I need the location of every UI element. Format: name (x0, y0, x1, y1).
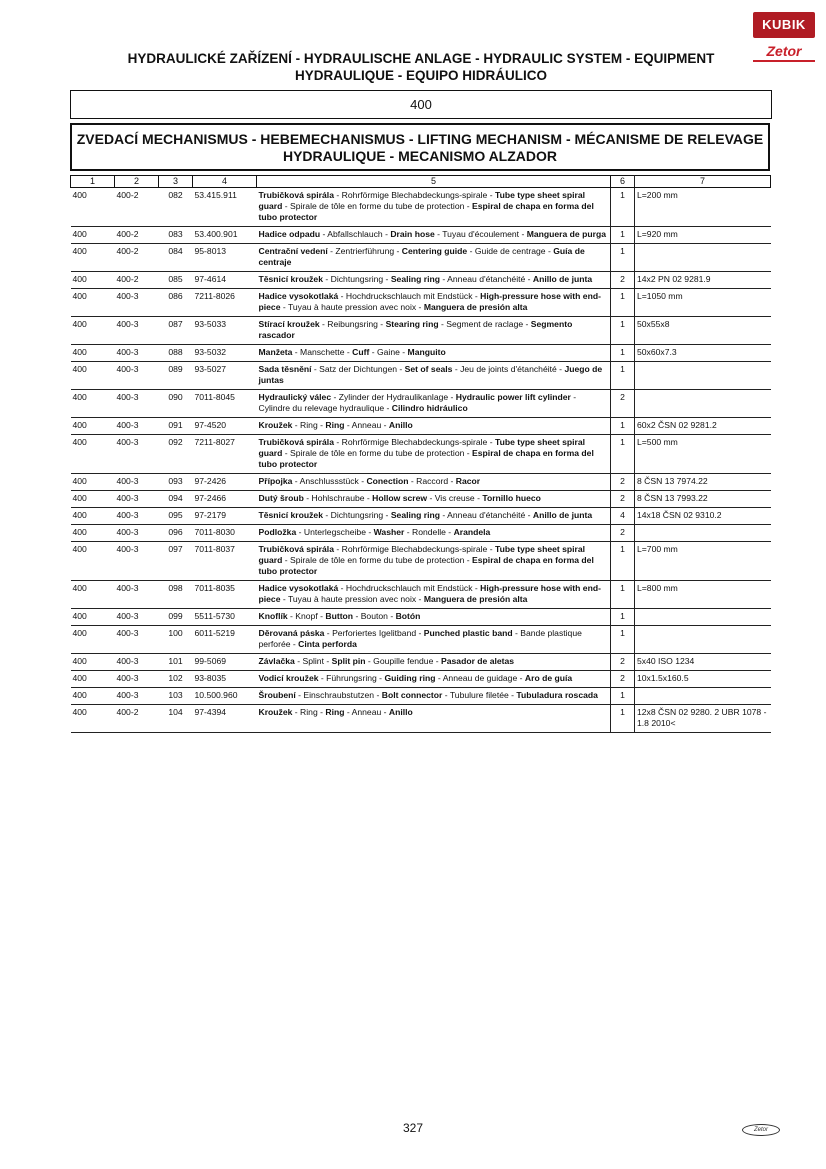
cell-c5: Hydraulický válec - Zylinder der Hydraulikanlage - Hydraulic power lift cylinder - Cylindre du relevage hydraulique - Cilindro hidráulico (257, 390, 611, 418)
cell-c2: 400-3 (115, 542, 159, 581)
section-number: 400 (70, 90, 772, 119)
cell-c7: 14x2 PN 02 9281.9 (635, 272, 771, 289)
cell-c5: Závlačka - Splint - Split pin - Goupille fendue - Pasador de aletas (257, 654, 611, 671)
cell-c4: 10.500.960 (193, 688, 257, 705)
cell-c7 (635, 688, 771, 705)
cell-c4: 5511-5730 (193, 609, 257, 626)
cell-c2: 400-3 (115, 525, 159, 542)
cell-c6: 1 (611, 688, 635, 705)
cell-c1: 400 (71, 435, 115, 474)
footer-zetor-logo: Zetor (742, 1124, 780, 1136)
section-subtitle-line2: HYDRAULIQUE - MECANISMO ALZADOR (282, 148, 558, 164)
cell-c4: 7011-8037 (193, 542, 257, 581)
cell-c1: 400 (71, 671, 115, 688)
cell-c7: L=920 mm (635, 227, 771, 244)
cell-c5: Hadice vysokotlaká - Hochdruckschlauch mit Endstück - High-pressure hose with end-piece - Tuyau à haute pression avec noix - Manguera de presión alta (257, 581, 611, 609)
cell-c4: 7011-8045 (193, 390, 257, 418)
cell-c4: 7211-8026 (193, 289, 257, 317)
table-row (71, 345, 771, 362)
cell-c2: 400-3 (115, 390, 159, 418)
column-header: 6 (611, 176, 635, 188)
cell-c1: 400 (71, 317, 115, 345)
cell-c2: 400-3 (115, 317, 159, 345)
cell-c6: 1 (611, 317, 635, 345)
cell-c4: 53.415.911 (193, 188, 257, 227)
cell-c6: 2 (611, 671, 635, 688)
cell-c1: 400 (71, 626, 115, 654)
cell-c3: 102 (159, 671, 193, 688)
cell-c2: 400-2 (115, 227, 159, 244)
cell-c5: Knoflík - Knopf - Button - Bouton - Botón (257, 609, 611, 626)
cell-c5: Kroužek - Ring - Ring - Anneau - Anillo (257, 705, 611, 733)
cell-c5: Sada těsnění - Satz der Dichtungen - Set of seals - Jeu de joints d'étanchéité - Juego de juntas (257, 362, 611, 390)
cell-c3: 082 (159, 188, 193, 227)
cell-c2: 400-3 (115, 362, 159, 390)
cell-c3: 091 (159, 418, 193, 435)
cell-c1: 400 (71, 188, 115, 227)
column-header: 3 (159, 176, 193, 188)
cell-c3: 084 (159, 244, 193, 272)
cell-c4: 97-2466 (193, 491, 257, 508)
cell-c7: 50x55x8 (635, 317, 771, 345)
cell-c4: 7011-8035 (193, 581, 257, 609)
cell-c5: Hadice vysokotlaká - Hochdruckschlauch mit Endstück - High-pressure hose with end-piece - Tuyau à haute pression avec noix - Manguera de presión alta (257, 289, 611, 317)
cell-c6: 2 (611, 525, 635, 542)
cell-c4: 97-2426 (193, 474, 257, 491)
cell-c7 (635, 626, 771, 654)
kubik-logo-text: KUBIK (753, 12, 815, 38)
cell-c6: 2 (611, 474, 635, 491)
column-header: 2 (115, 176, 159, 188)
cell-c2: 400-3 (115, 671, 159, 688)
cell-c2: 400-3 (115, 474, 159, 491)
cell-c4: 99-5069 (193, 654, 257, 671)
cell-c3: 090 (159, 390, 193, 418)
table-row (71, 272, 771, 289)
cell-c5: Trubičková spirála - Rohrförmige Blechabdeckungs-spirale - Tube type sheet spiral guard - Spirale de tôle en forme du tube de protection - Espiral de chapa en forma del tubo protector (257, 542, 611, 581)
cell-c2: 400-3 (115, 491, 159, 508)
cell-c6: 1 (611, 435, 635, 474)
table-row (71, 581, 771, 609)
table-row (71, 626, 771, 654)
cell-c7: 12x8 ČSN 02 9280. 2 UBR 1078 - 1.8 2010< (635, 705, 771, 733)
cell-c7: 60x2 ČSN 02 9281.2 (635, 418, 771, 435)
cell-c7: 5x40 ISO 1234 (635, 654, 771, 671)
cell-c4: 93-5027 (193, 362, 257, 390)
cell-c4: 93-5033 (193, 317, 257, 345)
cell-c5: Dutý šroub - Hohlschraube - Hollow screw - Vis creuse - Tornillo hueco (257, 491, 611, 508)
page-title-line2: HYDRAULIQUE - EQUIPO HIDRÁULICO (294, 68, 547, 83)
table-row (71, 654, 771, 671)
cell-c7: L=200 mm (635, 188, 771, 227)
table-row (71, 609, 771, 626)
cell-c1: 400 (71, 609, 115, 626)
cell-c6: 1 (611, 345, 635, 362)
cell-c5: Děrovaná páska - Perforiertes Igelitband - Punched plastic band - Bande plastique perforée - Cinta perforda (257, 626, 611, 654)
table-row (71, 705, 771, 733)
cell-c2: 400-3 (115, 688, 159, 705)
cell-c7: 10x1.5x160.5 (635, 671, 771, 688)
cell-c6: 1 (611, 705, 635, 733)
cell-c4: 97-4394 (193, 705, 257, 733)
cell-c2: 400-3 (115, 289, 159, 317)
table-row (71, 491, 771, 508)
cell-c1: 400 (71, 491, 115, 508)
cell-c6: 4 (611, 508, 635, 525)
column-header: 1 (71, 176, 115, 188)
cell-c4: 7211-8027 (193, 435, 257, 474)
cell-c6: 2 (611, 654, 635, 671)
table-row (71, 390, 771, 418)
table-row (71, 508, 771, 525)
cell-c7 (635, 390, 771, 418)
cell-c7: 14x18 ČSN 02 9310.2 (635, 508, 771, 525)
cell-c5: Stírací kroužek - Reibungsring - Stearing ring - Segment de raclage - Segmento rascador (257, 317, 611, 345)
cell-c3: 086 (159, 289, 193, 317)
parts-table (70, 175, 771, 733)
cell-c3: 087 (159, 317, 193, 345)
cell-c5: Trubičková spirála - Rohrförmige Blechabdeckungs-spirale - Tube type sheet spiral guard - Spirale de tôle en forme du tube de protection - Espiral de chapa en forma del tubo protector (257, 435, 611, 474)
cell-c1: 400 (71, 654, 115, 671)
cell-c7 (635, 244, 771, 272)
cell-c4: 93-5032 (193, 345, 257, 362)
cell-c4: 7011-8030 (193, 525, 257, 542)
table-header-row (71, 176, 771, 188)
table-row (71, 418, 771, 435)
column-header: 4 (193, 176, 257, 188)
cell-c6: 2 (611, 491, 635, 508)
cell-c3: 098 (159, 581, 193, 609)
cell-c4: 6011-5219 (193, 626, 257, 654)
cell-c2: 400-3 (115, 345, 159, 362)
cell-c3: 099 (159, 609, 193, 626)
section-subtitle (70, 123, 770, 171)
table-row (71, 317, 771, 345)
cell-c7: 8 ČSN 13 7993.22 (635, 491, 771, 508)
cell-c3: 083 (159, 227, 193, 244)
cell-c1: 400 (71, 289, 115, 317)
table-row (71, 542, 771, 581)
cell-c2: 400-3 (115, 626, 159, 654)
cell-c1: 400 (71, 390, 115, 418)
cell-c2: 400-2 (115, 705, 159, 733)
page-title (70, 50, 772, 84)
cell-c3: 093 (159, 474, 193, 491)
cell-c6: 1 (611, 227, 635, 244)
table-row (71, 289, 771, 317)
column-header: 7 (635, 176, 771, 188)
cell-c2: 400-3 (115, 609, 159, 626)
cell-c7: 50x60x7.3 (635, 345, 771, 362)
cell-c5: Přípojka - Anschlussstück - Conection - Raccord - Racor (257, 474, 611, 491)
cell-c7: L=800 mm (635, 581, 771, 609)
zetor-logo-text: Zetor (753, 42, 815, 62)
cell-c5: Hadice odpadu - Abfallschlauch - Drain hose - Tuyau d'écoulement - Manguera de purga (257, 227, 611, 244)
table-row (71, 671, 771, 688)
table-row (71, 688, 771, 705)
cell-c7: L=1050 mm (635, 289, 771, 317)
cell-c3: 088 (159, 345, 193, 362)
cell-c3: 101 (159, 654, 193, 671)
section-subtitle-line1: ZVEDACÍ MECHANISMUS - HEBEMECHANISMUS - LIFTING MECHANISM - MÉCANISME DE RELEVAGE (76, 131, 764, 147)
cell-c1: 400 (71, 244, 115, 272)
cell-c6: 2 (611, 272, 635, 289)
cell-c2: 400-2 (115, 188, 159, 227)
cell-c5: Trubičková spirála - Rohrförmige Blechabdeckungs-spirale - Tube type sheet spiral guard - Spirale de tôle en forme du tube de protection - Espiral de chapa en forma del tubo protector (257, 188, 611, 227)
cell-c1: 400 (71, 227, 115, 244)
cell-c5: Vodicí kroužek - Führungsring - Guiding ring - Anneau de guidage - Aro de guía (257, 671, 611, 688)
cell-c4: 97-4614 (193, 272, 257, 289)
cell-c1: 400 (71, 542, 115, 581)
page-title-line1: HYDRAULICKÉ ZAŘÍZENÍ - HYDRAULISCHE ANLAGE - HYDRAULIC SYSTEM - EQUIPMENT (127, 51, 715, 66)
cell-c1: 400 (71, 688, 115, 705)
cell-c6: 1 (611, 362, 635, 390)
cell-c5: Těsnicí kroužek - Dichtungsring - Sealing ring - Anneau d'étanchéité - Anillo de junta (257, 272, 611, 289)
cell-c7 (635, 525, 771, 542)
cell-c2: 400-3 (115, 435, 159, 474)
cell-c6: 1 (611, 542, 635, 581)
cell-c3: 104 (159, 705, 193, 733)
cell-c1: 400 (71, 508, 115, 525)
cell-c2: 400-2 (115, 272, 159, 289)
cell-c1: 400 (71, 362, 115, 390)
cell-c3: 096 (159, 525, 193, 542)
cell-c4: 93-8035 (193, 671, 257, 688)
cell-c5: Šroubení - Einschraubstutzen - Bolt connector - Tubulure filetée - Tubuladura roscada (257, 688, 611, 705)
cell-c6: 2 (611, 390, 635, 418)
cell-c7 (635, 609, 771, 626)
cell-c6: 1 (611, 418, 635, 435)
cell-c4: 97-2179 (193, 508, 257, 525)
table-row (71, 474, 771, 491)
cell-c2: 400-3 (115, 508, 159, 525)
cell-c7: L=700 mm (635, 542, 771, 581)
cell-c6: 1 (611, 626, 635, 654)
cell-c2: 400-3 (115, 418, 159, 435)
cell-c3: 095 (159, 508, 193, 525)
cell-c1: 400 (71, 272, 115, 289)
cell-c7: L=500 mm (635, 435, 771, 474)
cell-c1: 400 (71, 474, 115, 491)
table-row (71, 525, 771, 542)
table-row (71, 227, 771, 244)
cell-c7 (635, 362, 771, 390)
cell-c4: 97-4520 (193, 418, 257, 435)
cell-c3: 100 (159, 626, 193, 654)
table-row (71, 435, 771, 474)
cell-c3: 094 (159, 491, 193, 508)
cell-c6: 1 (611, 188, 635, 227)
cell-c1: 400 (71, 525, 115, 542)
cell-c1: 400 (71, 345, 115, 362)
cell-c2: 400-3 (115, 654, 159, 671)
cell-c3: 097 (159, 542, 193, 581)
cell-c3: 085 (159, 272, 193, 289)
cell-c2: 400-3 (115, 581, 159, 609)
cell-c5: Podložka - Unterlegscheibe - Washer - Rondelle - Arandela (257, 525, 611, 542)
table-row (71, 362, 771, 390)
cell-c4: 53.400.901 (193, 227, 257, 244)
table-row (71, 188, 771, 227)
cell-c3: 092 (159, 435, 193, 474)
page-number: 327 (402, 1121, 424, 1135)
cell-c4: 95-8013 (193, 244, 257, 272)
cell-c6: 1 (611, 244, 635, 272)
cell-c6: 1 (611, 289, 635, 317)
cell-c5: Kroužek - Ring - Ring - Anneau - Anillo (257, 418, 611, 435)
cell-c7: 8 ČSN 13 7974.22 (635, 474, 771, 491)
cell-c1: 400 (71, 418, 115, 435)
cell-c1: 400 (71, 581, 115, 609)
cell-c5: Manžeta - Manschette - Cuff - Gaine - Manguito (257, 345, 611, 362)
column-header: 5 (257, 176, 611, 188)
cell-c5: Těsnicí kroužek - Dichtungsring - Sealing ring - Anneau d'étanchéité - Anillo de junta (257, 508, 611, 525)
cell-c6: 1 (611, 581, 635, 609)
cell-c5: Centrační vedení - Zentrierführung - Centering guide - Guide de centrage - Guía de centraje (257, 244, 611, 272)
cell-c6: 1 (611, 609, 635, 626)
table-row (71, 244, 771, 272)
cell-c1: 400 (71, 705, 115, 733)
cell-c3: 089 (159, 362, 193, 390)
cell-c2: 400-2 (115, 244, 159, 272)
cell-c3: 103 (159, 688, 193, 705)
